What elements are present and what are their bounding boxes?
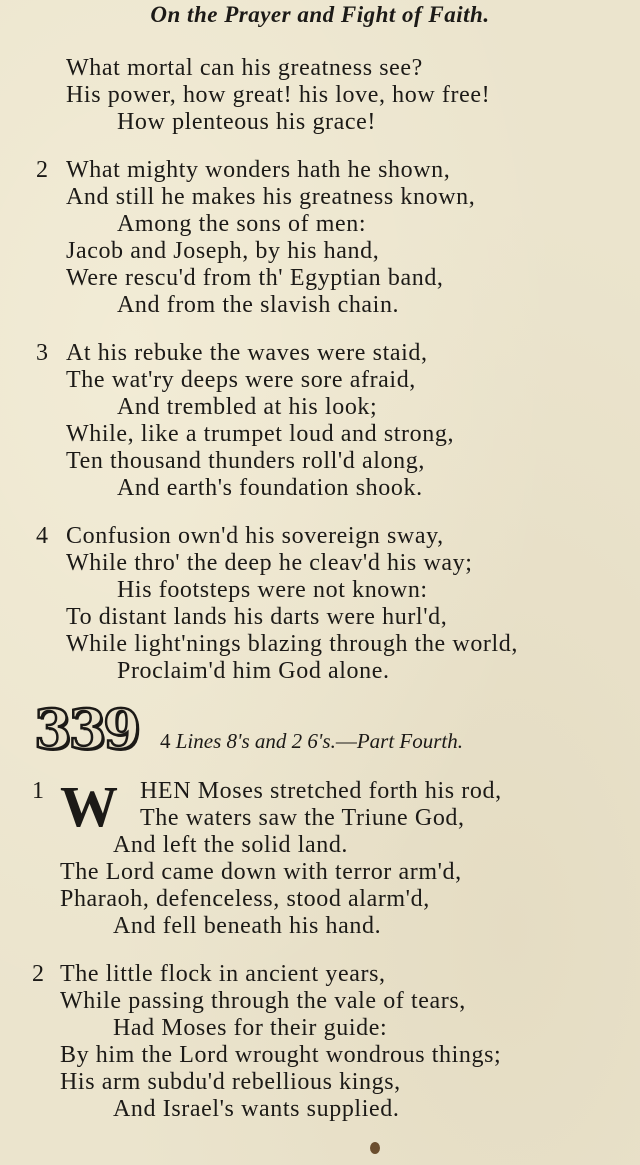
verse-line: Had Moses for their guide:	[113, 1015, 388, 1041]
verse-line: While passing through the vale of tears,	[60, 988, 466, 1014]
ink-dot	[370, 1142, 380, 1154]
verse-line: Jacob and Joseph, by his hand,	[66, 238, 380, 264]
verse-line: How plenteous his grace!	[117, 109, 376, 135]
verse-line: And left the solid land.	[113, 832, 349, 858]
verse-line: And from the slavish chain.	[117, 292, 400, 318]
verse-line: What mighty wonders hath he shown,	[66, 157, 451, 183]
verse-line: The little flock in ancient years,	[60, 961, 386, 987]
meter-prefix: 4	[160, 729, 171, 753]
verse-line: Confusion own'd his sovereign sway,	[66, 523, 444, 549]
stanza-number: 2	[32, 961, 44, 987]
verse-line: His arm subdu'd rebellious kings,	[60, 1069, 401, 1095]
verse-line: And Israel's wants supplied.	[113, 1096, 400, 1122]
stanza-number: 2	[36, 157, 48, 183]
meter-lines: Lines 8's and 2 6's.	[175, 729, 336, 753]
verse-line: The wat'ry deeps were sore afraid,	[66, 367, 416, 393]
running-header: On the Prayer and Fight of Faith.	[150, 2, 490, 27]
drop-cap: W	[60, 774, 114, 839]
stanza-number: 4	[36, 523, 48, 549]
verse-line: Proclaim'd him God alone.	[117, 658, 390, 684]
verse-line: The Lord came down with terror arm'd,	[60, 859, 462, 885]
verse-line: While thro' the deep he cleav'd his way;	[66, 550, 473, 576]
stanza-number: 1	[32, 778, 44, 804]
verse-line: While, like a trumpet loud and strong,	[66, 421, 455, 447]
meter-part: Part Fourth.	[356, 729, 464, 753]
verse-line: HEN Moses stretched forth his rod,	[140, 778, 502, 804]
verse-line: To distant lands his darts were hurl'd,	[66, 604, 448, 630]
hymn-heading	[0, 697, 640, 761]
verse-line: By him the Lord wrought wondrous things;	[60, 1042, 502, 1068]
verse-line: And trembled at his look;	[117, 394, 378, 420]
verse-line: Ten thousand thunders roll'd along,	[66, 448, 425, 474]
verse-line: Were rescu'd from th' Egyptian band,	[66, 265, 444, 291]
verse-line: His power, how great! his love, how free!	[66, 82, 491, 108]
verse-line: His footsteps were not known:	[117, 577, 428, 603]
meter-dash: —	[335, 729, 357, 753]
verse-line: What mortal can his greatness see?	[66, 55, 423, 81]
verse-line: And still he makes his greatness known,	[66, 184, 476, 210]
verse-line: The waters saw the Triune God,	[140, 805, 465, 831]
hymn-number: 339	[34, 697, 138, 761]
verse-line: While light'nings blazing through the world,	[66, 631, 518, 657]
verse-line: Among the sons of men:	[117, 211, 367, 237]
stanza-number: 3	[36, 340, 48, 366]
verse-line: At his rebuke the waves were staid,	[66, 340, 428, 366]
verse-line: And earth's foundation shook.	[117, 475, 423, 501]
verse-line: Pharaoh, defenceless, stood alarm'd,	[60, 886, 430, 912]
hymn-meter	[160, 728, 463, 754]
verse-line: And fell beneath his hand.	[113, 913, 382, 939]
